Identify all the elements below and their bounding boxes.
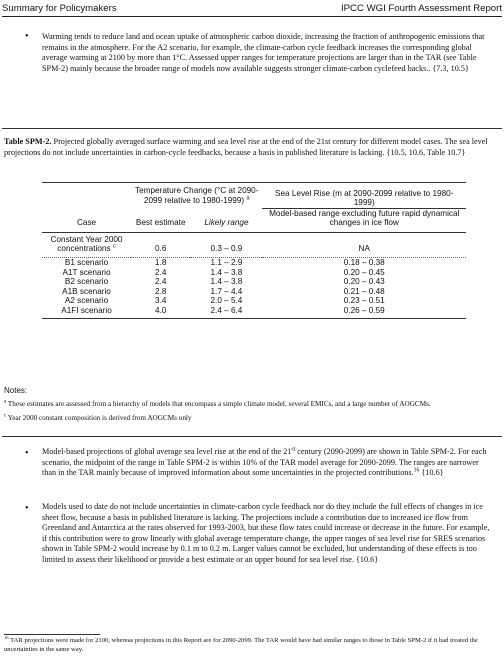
note-c: $^c$ Year 2000 constant composition is derived from AOGCMs only (4, 413, 192, 422)
cell-case: B2 scenario (64, 277, 109, 287)
bullet-paragraph-ice-flow: Models used to date do not include uncertainties in climate-carbon cycle feedback nor do they include the full effects of changes in ice sheet flow, because a basis in published literature is lacking. The projections include a contribution due to increased ice flow from Greenland and Antarctica at the rates observed for 1993-2003, but these flow rates could increase or decrease in the future. For example, if this contribution were to grow linearly with global average temperature change, the upper ranges of sea level rise for SRES scenarios shown in Table SPM-2 would increase by 0.1 m to 0.2 m. Larger values cannot be excluded, but understanding of these effects is too limited to assess their likelihood or provide a best estimate or an upper bound for sea level rise. {10.6} (42, 502, 490, 564)
section-divider (2, 128, 502, 129)
cell-case: Constant Year 2000 concentrations $^c$ (50, 234, 123, 254)
bullet-paragraph-carbon-feedback: Warming tends to reduce land and ocean uptake of atmospheric carbon dioxide, increasing the fraction of anthropogenic emissions that remains in the atmosphere. For the A2 scenario, for example, the climate-carbon cycle feedback increases the corresponding global average warming at 2100 by more than 1°C. Assessed upper ranges for temperature projections are larger than in the TAR (see Table SPM-2) mainly because the broader range of models now available suggests stronger climate-carbon cyclefeed backs.. {7.3, 10.5} (42, 32, 485, 73)
col-best-estimate: Best estimate (135, 218, 186, 228)
projection-table (42, 182, 466, 319)
col-likely-range: Likely range (204, 218, 249, 228)
table-row (42, 258, 466, 268)
header-left: Summary for Policymakers (2, 2, 117, 14)
cell-model: 0.20 – 0.43 (343, 277, 385, 287)
section-divider (2, 436, 502, 437)
cell-case: A1B scenario (62, 286, 111, 296)
cell-best: 2.4 (155, 277, 167, 287)
bullet-marker: • (25, 503, 29, 514)
cell-best: 4.0 (155, 306, 167, 316)
cell-model: 0.26 – 0.59 (343, 306, 385, 316)
col-case: Case (76, 218, 97, 228)
cell-model: 0.21 – 0.48 (343, 286, 385, 296)
header-right: IPCC WGI Fourth Assessment Report (340, 2, 502, 14)
table-notes (4, 386, 500, 427)
table-row (42, 296, 466, 306)
cell-model: 0.23 – 0.51 (343, 296, 385, 306)
cell-case: A1FI scenario (61, 306, 112, 316)
table-caption-label: Table SPM-2. (4, 137, 52, 146)
bullet-marker: • (25, 31, 29, 42)
footnote-divider (4, 634, 100, 635)
cell-likely: 1.4 – 3.8 (210, 277, 243, 287)
cell-likely: 1.1 – 2.9 (210, 258, 243, 268)
cell-case: A1T scenario (62, 267, 111, 277)
cell-likely: 1.4 – 3.8 (210, 267, 243, 277)
cell-best: 1.8 (155, 258, 167, 268)
bullet-marker: • (25, 448, 29, 459)
cell-case: A2 scenario (64, 296, 109, 306)
cell-model: 0.18 – 0.38 (343, 258, 385, 268)
header-empty (42, 183, 131, 209)
footnote-ref: 16 (413, 467, 420, 474)
cell-model: 0.20 – 0.45 (343, 267, 385, 277)
cell-likely: 1.7 – 4.4 (210, 286, 243, 296)
page-header (2, 0, 502, 17)
temp-change-header: Temperature Change (°C at 2090-2099 relative to 1980-1999) $^a$ (135, 186, 259, 205)
table-row (42, 268, 466, 278)
col-model-range: Model-based range excluding future rapid dynamical changes in ice flow (269, 208, 460, 228)
table-row-constant (42, 232, 466, 257)
table-row (42, 306, 466, 318)
cell-best: 2.4 (155, 267, 167, 277)
cell-likely: 2.0 – 5.4 (210, 296, 243, 306)
table-row (42, 287, 466, 297)
cell-case: B1 scenario (64, 258, 109, 268)
cell-best: 3.4 (155, 296, 167, 306)
cell-likely: 0.3 – 0.9 (210, 244, 243, 254)
cell-model: NA (358, 244, 370, 254)
note-a: $^a$ These estimates are assessed from a hierarchy of models that encompass a simple climate model, several EMICs, and a large number of AOGCMs. (4, 400, 431, 409)
notes-label: Notes: (4, 386, 28, 395)
bullet-paragraph-sea-level: Model-based projections of global average sea level rise at the end of the 21st century (2090-2099) are shown in Table SPM-2. For each scenario, the midpoint of the range in Table SPM-2 is within 10% of the TAR model average for 2090-2099. The ranges are narrower than in the TAR mainly because of improved information about some uncertainties in the projected contributions.$^{16}$ {10.6} (42, 446, 487, 478)
table-caption (4, 136, 496, 158)
footnote: $^{16}$ TAR projections were made for 2100, whereas projections in this Report are for 2090-2099. The TAR would have had similar ranges to those in Table SPM-2 if it had treated the uncertainties in the same way. (4, 634, 478, 653)
cell-best: 0.6 (155, 244, 167, 254)
sea-level-header: Sea Level Rise (m at 2090-2099 relative to 1980-1999) (262, 183, 466, 209)
cell-likely: 2.4 – 6.4 (210, 306, 243, 316)
table-row (42, 277, 466, 287)
cell-best: 2.8 (155, 286, 167, 296)
table-caption-text: Projected globally averaged surface warming and sea level rise at the end of the 21st century for different model cases. The sea level projections do not include uncertainties in carbon-cycle feedbacks, because a basis in published literature is lacking. {10.5, 10.6, Table 10.7} (4, 137, 488, 157)
